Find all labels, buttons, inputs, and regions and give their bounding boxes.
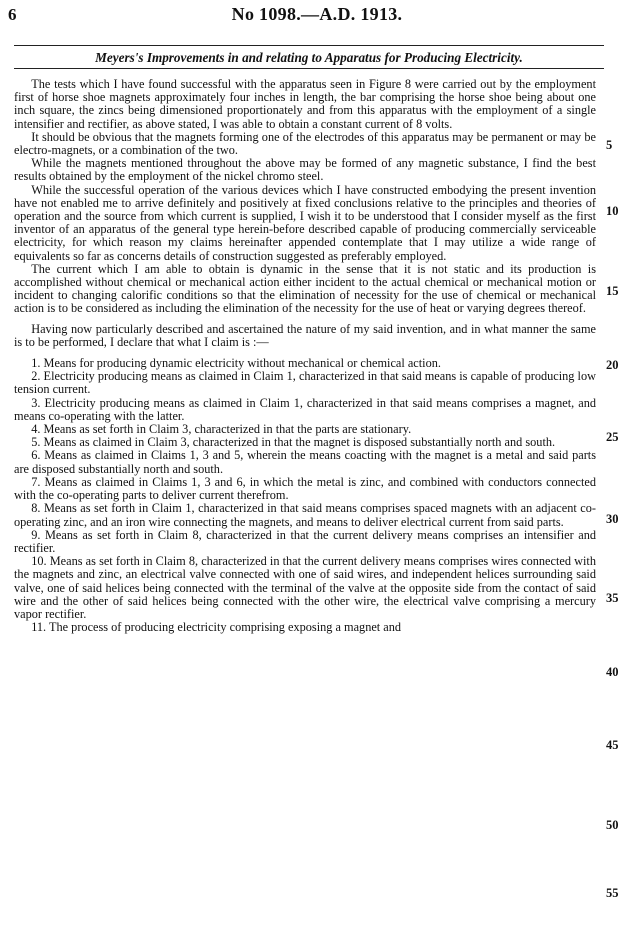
claim-item: 8. Means as set forth in Claim 1, characterized in that said means comprises spaced magnets with an adjacent co-operating zinc, and an iron wire connecting the magnets, and means to deliver electrical current from said parts. [14,501,596,529]
line-number: 5 [606,138,613,152]
line-number: 55 [606,886,619,900]
header-rule-bottom [14,68,604,69]
claim-item: 11. The process of producing electricity comprising exposing a magnet and [31,620,402,635]
claim-item: 2. Electricity producing means as claimed in Claim 1, characterized in that said means is capable of producing low tension current. [14,369,596,397]
line-number: 40 [606,665,619,679]
claim-item: 5. Means as claimed in Claim 3, characterized in that the magnet is disposed substantially north and south. [31,435,556,450]
claim-item: 1. Means for producing dynamic electricity without mechanical or chemical action. [31,356,441,371]
claim-item: 4. Means as set forth in Claim 3, characterized in that the parts are stationary. [31,422,412,437]
document-body [14,78,596,634]
page-number: 6 [8,5,17,24]
claim-item: 9. Means as set forth in Claim 8, characterized in that the current delivery means comprises an intensifier and rectifier. [14,527,596,555]
claim-item: 6. Means as claimed in Claims 1, 3 and 5, wherein the means coacting with the magnet is a metal and said parts are disposed substantially north and south. [14,448,596,476]
claim-intro: Having now particularly described and ascertained the nature of my said invention, and in what manner the same is to be performed, I declare that what I claim is :— [14,321,596,349]
line-number: 50 [606,818,619,832]
paragraph: The tests which I have found successful with the apparatus seen in Figure 8 were carried out by the employment first of horse shoe magnets approximately four inches in length, the bar comprising the horse shoe being about one inch square, the zincs being dimensioned proportionately and from this apparatus with the employment of a single intensifier and rectifier, as above stated, I was able to obtain a constant current of 8 volts. [14,77,596,131]
paragraph: It should be obvious that the magnets forming one of the electrodes of this apparatus may be permanent or may be electro-magnets, or a combination of the two. [14,129,596,158]
patent-subtitle: Meyers's Improvements in and relating to Apparatus for Producing Electricity. [95,50,523,65]
line-number: 20 [606,358,619,372]
line-number: 25 [606,430,619,444]
line-number: 30 [606,512,619,526]
claim-item: 3. Electricity producing means as claimed in Claim 1, characterized in that said means comprises a magnet, and means co-operating with the latter. [14,395,596,423]
line-number: 35 [606,591,619,605]
header-rule-top [14,45,604,46]
line-number: 15 [606,284,619,298]
claim-item: 7. Means as claimed in Claims 1, 3 and 6, in which the metal is zinc, and combined with conductors connected with the co-operating parts to deliver current therefrom. [14,474,596,503]
claims-list [14,357,596,634]
paragraph: While the magnets mentioned throughout the above may be formed of any magnetic substance, I find the best results obtained by the employment of the nickel chromo steel. [14,156,596,184]
line-number: 45 [606,738,619,752]
line-number: 10 [606,204,619,218]
patent-header: No 1098.—A.D. 1913. [231,4,403,24]
paragraph: The current which I am able to obtain is dynamic in the sense that it is not static and its production is accomplished without chemical or mechanical action either incident to the actual chemical or mechanical motion or incident to changing calorific conditions so that the elimination of necessity for the use of chemical or mechanical action is to be considered as including the elimination of the necessity for the use of heat or varying degrees thereof. [14,261,596,316]
claim-item: 10. Means as set forth in Claim 8, characterized in that the current delivery means comprises wires connected with the magnets and zinc, an electrical valve connected with one of said wires, and independent helices surrounding said valve, one of said helices being connected with the terminal of the valve at the opposite side from the contact of said wire and the other of said helices being connected with the other wire, the electrical valve comprising a mercury vapor rectifier. [14,554,596,621]
paragraph: While the successful operation of the various devices which I have constructed embodying the present invention have not enabled me to arrive definitely and positively at fixed conclusions relative to the principles and theories of operation and the source from which current is supplied, I wish it to be understood that I consider myself as the first inventor of an apparatus of the general type herein-before described capable of producing commercially serviceable electricity, for which reason my claims hereinafter appended contemplate that I may utilize a wide range of equivalents so far as concerns details of construction suggested as preferably employed. [14,182,596,263]
